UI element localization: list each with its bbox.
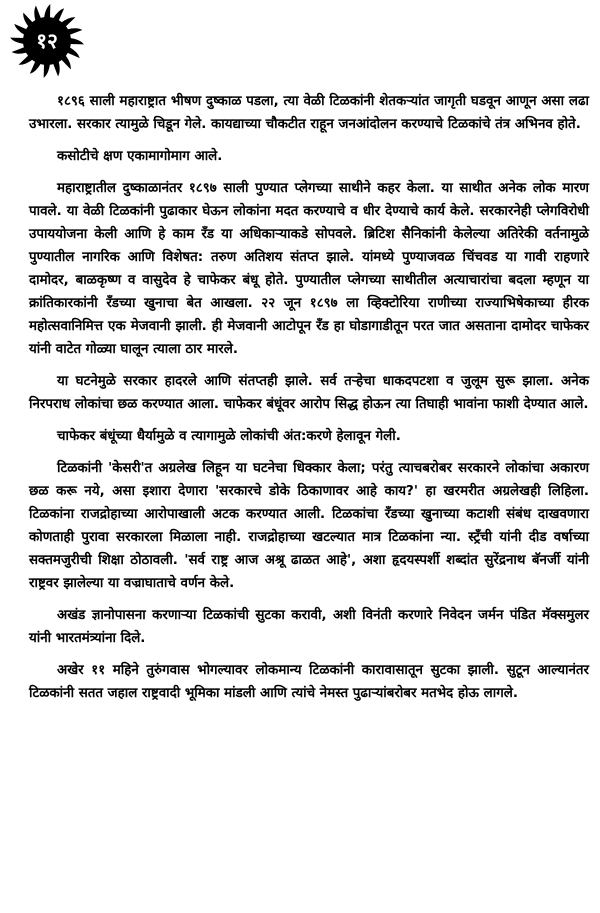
paragraph: चाफेकर बंधूंच्या धैर्यामुळे व त्यागामुळे लोकांची अंत:करणे हेलावून गेली.: [57, 429, 401, 444]
paragraph: अखंड ज्ञानोपासना करणाऱ्या टिळकांची सुटका करावी, अशी विनंती करणारे निवेदन जर्मन पंडित मॅक्समुलर यांनी भारतमंत्र्यांना दिले.: [29, 608, 589, 646]
page-number-badge: [8, 2, 86, 80]
page-number: १२: [36, 29, 58, 53]
paragraph: टिळकांनी 'केसरी'त अग्रलेख लिहून या घटनेचा धिक्कार केला; परंतु त्याचबरोबर सरकारने लोकांचा अकारण छळ करू नये, असा इशारा देणारा 'सरकारचे डोके ठिकाणावर आहे काय?' हा खरमरीत अग्रलेखही लिहिला. टिळकांना राजद्रोहाच्या आरोपाखाली अटक करण्यात आली. टिळकांचा रँडच्या खुनाच्या कटाशी संबंध दाखवणारा कोणताही पुरावा सरकारला मिळाला नाही. राजद्रोहाच्या खटल्यात मात्र टिळकांना न्या. स्ट्रँची यांनी दीड वर्षाच्या सक्तमजुरीची शिक्षा ठोठावली. 'सर्व राष्ट्र आज अश्रू ढाळत आहे', अशा हृदयस्पर्शी शब्दांत सुरेंद्रनाथ बॅनर्जी यांनी राष्ट्रवर झालेल्या या वज्राघाताचे वर्णन केले.: [29, 461, 589, 591]
paragraph: महाराष्ट्रातील दुष्काळानंतर १८९७ साली पुण्यात प्लेगच्या साथीने कहर केला. या साथीत अनेक लोक मारण पावले. या वेळी टिळकांनी पुढाकार घेऊन लोकांना मदत करण्याचे व धीर देण्याचे कार्य केले. सरकारनेही प्लेगविरोधी उपाययोजना केली आणि हे काम रँड या अधिकाऱ्याकडे सोपवले. ब्रिटिश सैनिकांनी केलेल्या अतिरेकी वर्तनामुळे पुण्यातील नागरिक आणि विशेषत: तरुण अतिशय संतप्त झाले. यांमध्ये पुण्याजवळ चिंचवड या गावी राहणारे दामोदर, बाळकृष्ण व वासुदेव हे चाफेकर बंधू होते. पुण्यातील प्लेगच्या साथीतील अत्याचारांचा बदला म्हणून या क्रांतिकारकांनी रँडच्या खुनाचा बेत आखला. २२ जून १८९७ ला व्हिक्टोरिया राणीच्या राज्याभिषेकाच्या हीरक महोत्सवानिमित्त एक मेजवानी झाली. ही मेजवानी आटोपून रँड हा घोडागाडीतून परत जात असताना दामोदर चाफेकर यांनी वाटेत गोळ्या घालून त्याला ठार मारले.: [29, 181, 589, 357]
paragraph: या घटनेमुळे सरकार हादरले आणि संतप्तही झाले. सर्व तऱ्हेचा धाकदपटशा व जुलूम सुरू झाला. अनेक निरपराध लोकांचा छळ करण्यात आला. चाफेकर बंधूंवर आरोप सिद्ध होऊन त्या तिघाही भावांना फाशी देण्यात आले.: [29, 374, 589, 412]
paragraph: अखेर ११ महिने तुरुंगवास भोगल्यावर लोकमान्य टिळकांनी कारावासातून सुटका झाली. सुटून आल्यानंतर टिळकांनी सतत जहाल राष्ट्रवादी भूमिका मांडली आणि त्यांचे नेमस्त पुढाऱ्यांबरोबर मतभेद होऊ लागले.: [29, 663, 589, 701]
paragraph: १८९६ साली महाराष्ट्रात भीषण दुष्काळ पडला, त्या वेळी टिळकांनी शेतकऱ्यांत जागृती घडवून आणून असा लढा उभारला. सरकार त्यामुळे चिडून गेले. कायद्याच्या चौकटीत राहून जनआंदोलन करण्याचे टिळकांचे तंत्र अभिनव होते.: [29, 94, 589, 132]
page-body: [29, 90, 589, 714]
paragraph: कसोटीचे क्षण एकामागोमाग आले.: [57, 149, 223, 164]
